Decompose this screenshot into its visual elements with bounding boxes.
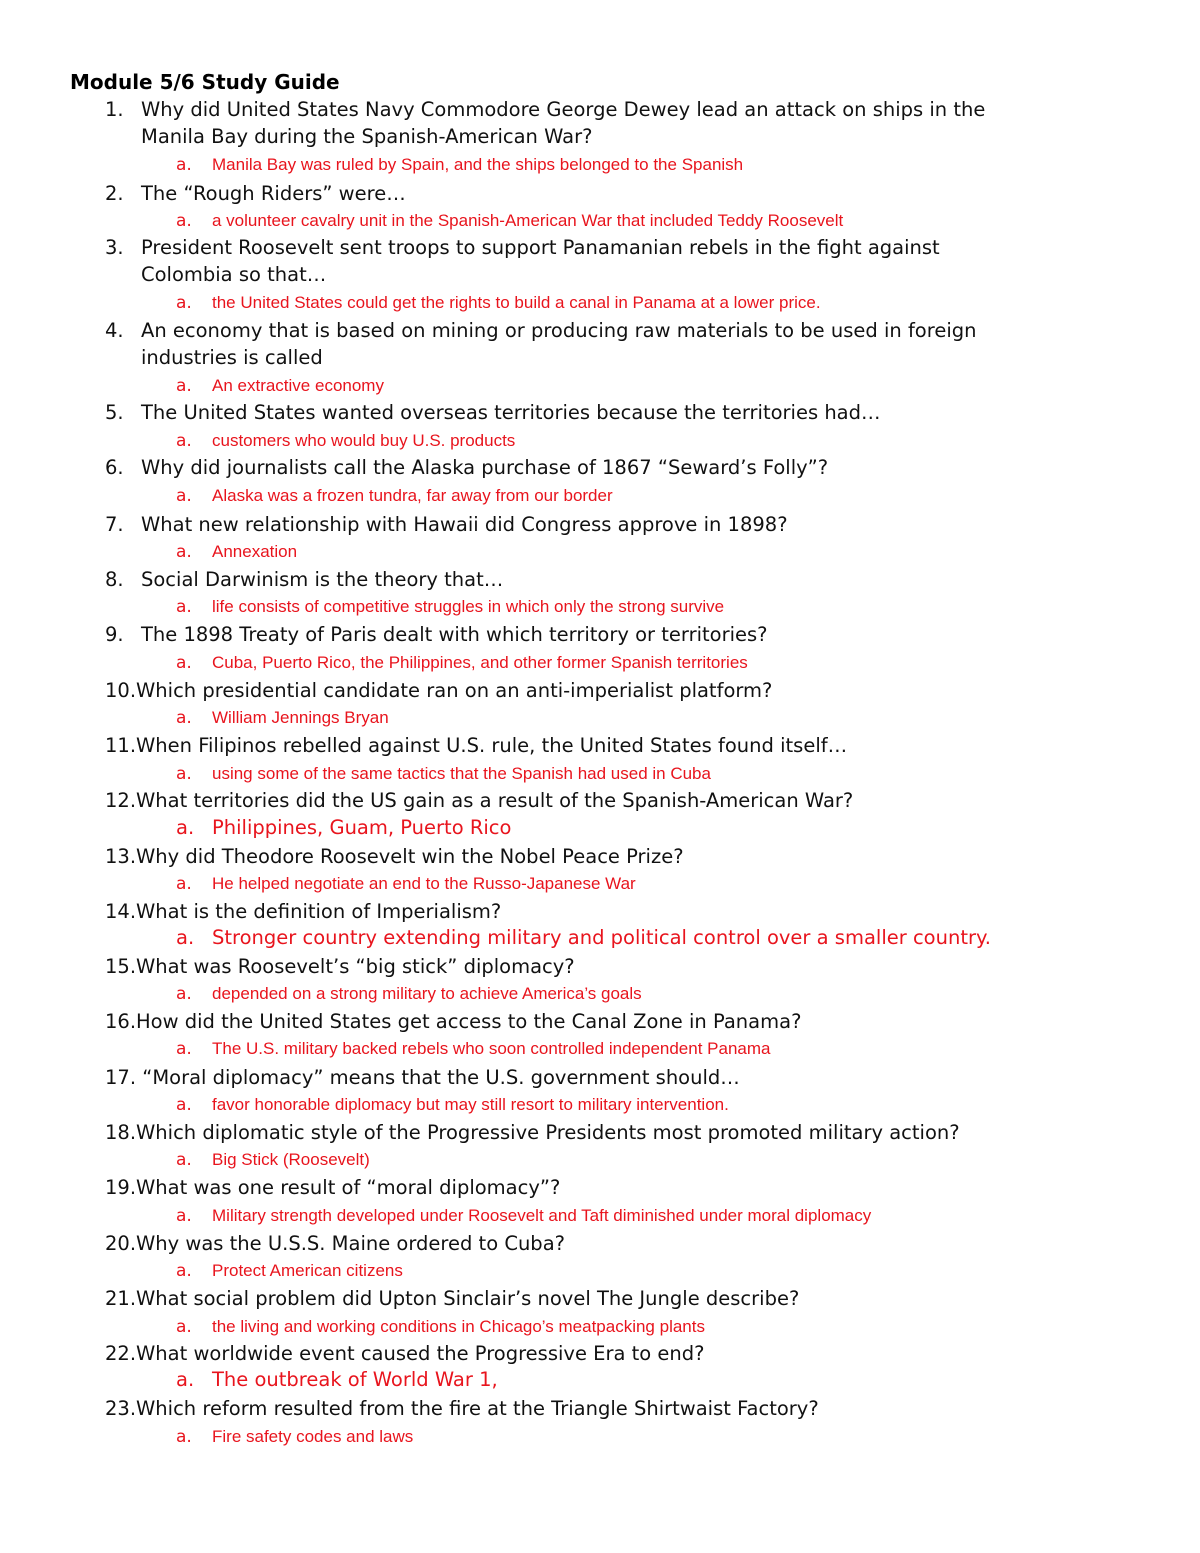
page-title: Module 5/6 Study Guide [70, 70, 340, 94]
answer-text: Manila Bay was ruled by Spain, and the ships belonged to the Spanish [212, 155, 744, 174]
answer-22 [176, 1368, 498, 1391]
answer-text: customers who would buy U.S. products [212, 431, 516, 450]
question-number: 13. [105, 845, 137, 868]
question-19 [105, 1174, 1105, 1201]
answer-marker: a. [176, 1150, 192, 1170]
question-text: President Roosevelt sent troops to support Panamanian rebels in the fight against [141, 236, 940, 259]
question-23 [105, 1395, 1105, 1422]
answer-text: life consists of competitive struggles in which only the strong survive [212, 597, 725, 616]
question-number: 16. [105, 1010, 137, 1033]
answer-marker: a. [176, 431, 192, 451]
question-text: The 1898 Treaty of Paris dealt with which territory or territories? [141, 623, 768, 646]
answer-4 [176, 376, 384, 396]
answer-marker: a. [176, 155, 192, 175]
question-number: 6. [105, 456, 124, 479]
question-number: 18. [105, 1121, 137, 1144]
answer-marker: a. [176, 542, 192, 562]
answer-marker: a. [176, 1368, 195, 1391]
answer-6 [176, 486, 613, 506]
answer-21 [176, 1317, 705, 1337]
answer-text: favor honorable diplomacy but may still resort to military intervention. [212, 1095, 729, 1114]
answer-1 [176, 155, 743, 175]
question-text: What was Roosevelt’s “big stick” diplomacy? [136, 955, 575, 978]
answer-text: The outbreak of World War 1, [212, 1368, 498, 1391]
question-number: 7. [105, 513, 124, 536]
answer-text: a volunteer cavalry unit in the Spanish-American War that included Teddy Roosevelt [212, 211, 844, 230]
question-2 [105, 180, 1105, 207]
question-6 [105, 454, 1105, 481]
question-text: What was one result of “moral diplomacy”? [136, 1176, 561, 1199]
answer-text: Philippines, Guam, Puerto Rico [212, 816, 512, 839]
question-15 [105, 953, 1105, 980]
answer-14 [176, 926, 991, 949]
question-10 [105, 677, 1105, 704]
question-number: 3. [105, 236, 124, 259]
answer-10 [176, 708, 389, 728]
answer-marker: a. [176, 984, 192, 1004]
question-number: 9. [105, 623, 124, 646]
question-number: 5. [105, 401, 124, 424]
answer-marker: a. [176, 1261, 192, 1281]
answer-5 [176, 431, 515, 451]
answer-marker: a. [176, 211, 192, 231]
question-text: An economy that is based on mining or producing raw materials to be used in foreign [141, 319, 977, 342]
question-4 [105, 317, 1105, 371]
question-number: 10. [105, 679, 137, 702]
answer-3 [176, 293, 821, 313]
answer-marker: a. [176, 486, 192, 506]
answer-marker: a. [176, 1039, 192, 1059]
question-number: 11. [105, 734, 137, 757]
answer-marker: a. [176, 708, 192, 728]
answer-18 [176, 1150, 370, 1170]
answer-text: The U.S. military backed rebels who soon controlled independent Panama [212, 1039, 771, 1058]
question-5 [105, 399, 1105, 426]
answer-text: Stronger country extending military and political control over a smaller country. [212, 926, 991, 949]
question-16 [105, 1008, 1105, 1035]
answer-marker: a. [176, 1206, 192, 1226]
answer-text: the living and working conditions in Chicago’s meatpacking plants [212, 1317, 705, 1336]
question-text-line2: Colombia so that… [141, 263, 327, 286]
answer-text: Cuba, Puerto Rico, the Philippines, and other former Spanish territories [212, 653, 748, 672]
answer-text: Annexation [212, 542, 298, 561]
answer-marker: a. [176, 1427, 192, 1447]
question-text: What territories did the US gain as a result of the Spanish-American War? [136, 789, 854, 812]
question-number: 14. [105, 900, 137, 923]
question-text: What new relationship with Hawaii did Congress approve in 1898? [141, 513, 788, 536]
question-text: How did the United States get access to the Canal Zone in Panama? [136, 1010, 802, 1033]
answer-20 [176, 1261, 403, 1281]
question-number: 22. [105, 1342, 137, 1365]
answer-text: Alaska was a frozen tundra, far away from our border [212, 486, 613, 505]
question-number: 19. [105, 1176, 137, 1199]
answer-marker: a. [176, 653, 192, 673]
answer-marker: a. [176, 816, 195, 839]
question-text: What worldwide event caused the Progressive Era to end? [136, 1342, 705, 1365]
answer-8 [176, 597, 724, 617]
question-number: 2. [105, 182, 124, 205]
answer-marker: a. [176, 376, 192, 396]
answer-9 [176, 653, 748, 673]
question-number: 17. [105, 1066, 137, 1089]
question-text: Why did United States Navy Commodore George Dewey lead an attack on ships in the [141, 98, 986, 121]
question-7 [105, 511, 1105, 538]
question-14 [105, 898, 1105, 925]
question-8 [105, 566, 1105, 593]
answer-12 [176, 816, 511, 839]
answer-16 [176, 1039, 771, 1059]
question-text: What is the definition of Imperialism? [136, 900, 502, 923]
answer-text: Fire safety codes and laws [212, 1427, 414, 1446]
answer-text: William Jennings Bryan [212, 708, 389, 727]
answer-marker: a. [176, 874, 192, 894]
question-text: The “Rough Riders” were… [141, 182, 406, 205]
answer-19 [176, 1206, 871, 1226]
answer-text: Military strength developed under Roosevelt and Taft diminished under moral diplomacy [212, 1206, 872, 1225]
answer-7 [176, 542, 297, 562]
question-number: 23. [105, 1397, 137, 1420]
question-21 [105, 1285, 1105, 1312]
answer-marker: a. [176, 926, 195, 949]
question-number: 4. [105, 319, 124, 342]
question-number: 12. [105, 789, 137, 812]
question-text: Why did Theodore Roosevelt win the Nobel Peace Prize? [136, 845, 684, 868]
answer-11 [176, 764, 711, 784]
question-1 [105, 96, 1105, 150]
question-3 [105, 234, 1105, 288]
question-text: When Filipinos rebelled against U.S. rule, the United States found itself… [136, 734, 848, 757]
answer-text: Big Stick (Roosevelt) [212, 1150, 370, 1169]
question-18 [105, 1119, 1105, 1146]
answer-marker: a. [176, 1095, 192, 1115]
answer-2 [176, 211, 843, 231]
answer-text: using some of the same tactics that the Spanish had used in Cuba [212, 764, 711, 783]
question-text-line2: Manila Bay during the Spanish-American War? [141, 125, 593, 148]
answer-marker: a. [176, 293, 192, 313]
question-number: 1. [105, 98, 124, 121]
question-number: 8. [105, 568, 124, 591]
question-text: Which diplomatic style of the Progressive Presidents most promoted military action? [136, 1121, 960, 1144]
question-text: Which presidential candidate ran on an anti-imperialist platform? [136, 679, 773, 702]
question-9 [105, 621, 1105, 648]
question-text: Why was the U.S.S. Maine ordered to Cuba? [136, 1232, 565, 1255]
answer-text: the United States could get the rights to build a canal in Panama at a lower price. [212, 293, 821, 312]
question-text-line2: industries is called [141, 346, 323, 369]
question-text: What social problem did Upton Sinclair’s novel The Jungle describe? [136, 1287, 800, 1310]
answer-text: depended on a strong military to achieve America’s goals [212, 984, 642, 1003]
question-13 [105, 843, 1105, 870]
question-text: The United States wanted overseas territories because the territories had… [141, 401, 881, 424]
answer-marker: a. [176, 597, 192, 617]
question-text: Why did journalists call the Alaska purchase of 1867 “Seward’s Folly”? [141, 456, 829, 479]
answer-13 [176, 874, 636, 894]
question-text: Which reform resulted from the fire at the Triangle Shirtwaist Factory? [136, 1397, 819, 1420]
answer-17 [176, 1095, 729, 1115]
answer-23 [176, 1427, 413, 1447]
answer-marker: a. [176, 1317, 192, 1337]
answer-15 [176, 984, 642, 1004]
question-12 [105, 787, 1105, 814]
answer-text: An extractive economy [212, 376, 384, 395]
question-17 [105, 1064, 1105, 1091]
question-text: Social Darwinism is the theory that… [141, 568, 504, 591]
question-number: 21. [105, 1287, 137, 1310]
answer-text: He helped negotiate an end to the Russo-Japanese War [212, 874, 636, 893]
question-number: 20. [105, 1232, 137, 1255]
question-11 [105, 732, 1105, 759]
answer-text: Protect American citizens [212, 1261, 403, 1280]
question-text: “Moral diplomacy” means that the U.S. government should… [142, 1066, 740, 1089]
question-20 [105, 1230, 1105, 1257]
question-22 [105, 1340, 1105, 1367]
question-number: 15. [105, 955, 137, 978]
answer-marker: a. [176, 764, 192, 784]
